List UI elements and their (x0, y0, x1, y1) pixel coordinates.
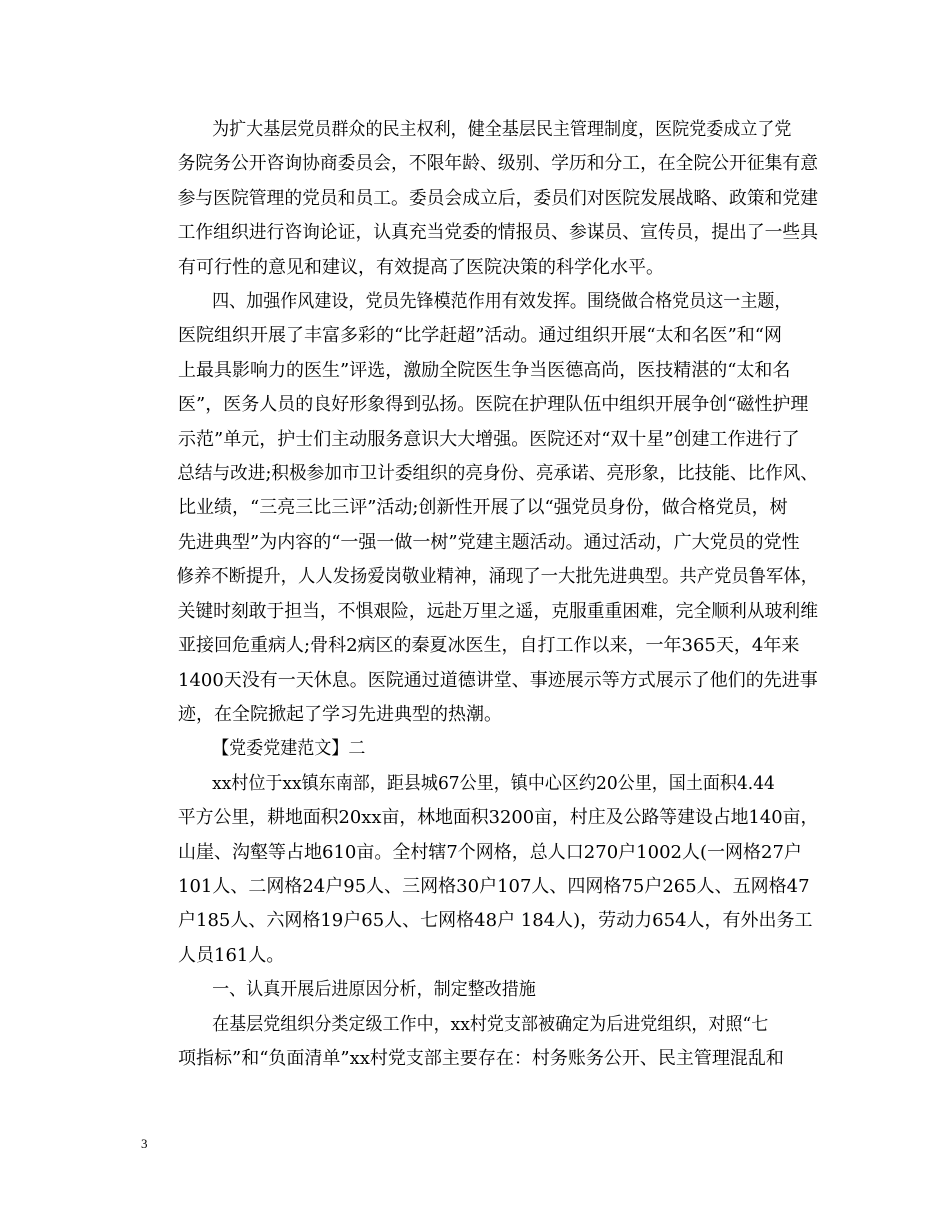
text-line: 在基层党组织分类定级工作中，xx村党支部被确定为后进党组织，对照“七 (212, 1013, 769, 1035)
text-line: 务院务公开咨询协商委员会，不限年龄、级别、学历和分工，在全院公开征集有意 (177, 153, 818, 175)
text-line: 平方公里，耕地面积20xx亩，林地面积3200亩，村庄及公路等建设占地140亩， (177, 807, 819, 829)
text-line: 项指标”和“负面清单”xx村党支部主要存在：村务账务公开、民主管理混乱和 (178, 1047, 784, 1069)
text-line: 为扩大基层党员群众的民主权利，健全基层民主管理制度，医院党委成立了党 (212, 119, 792, 140)
paragraph (142, 732, 818, 766)
text-line: 101人、二网格24户95人、三网格30户107人、四网格75户265人、五网格47 (178, 875, 810, 897)
body-text (142, 113, 818, 1076)
text-line: 总结与改进;积极参加市卫计委组织的亮身份、亮承诺、亮形象，比技能、比作风、 (177, 463, 819, 485)
text-line: 关键时刻敢于担当，不惧艰险，远赴万里之遥，克服重重困难，完全顺利从玻利维 (177, 600, 818, 622)
paragraph (142, 113, 818, 285)
text-line: 四、加强作风建设，党员先锋模范作用有效发挥。围绕做合格党员这一主题， (212, 291, 792, 313)
text-line: 先进典型”为内容的“一强一做一树”党建主题活动。通过活动，广大党员的党性 (178, 531, 800, 553)
text-line: xx村位于xx镇东南部，距县城67公里，镇中心区约20公里，国土面积4.44 (212, 772, 775, 794)
text-line: 工作组织进行咨询论证，认真充当党委的情报员、参谋员、宣传员，提出了一些具 (177, 222, 818, 244)
text-line: 【党委党建范文】二 (212, 738, 366, 760)
paragraph (142, 767, 818, 973)
text-line: 有可行性的意见和建议，有效提高了医院决策的科学化水平。 (178, 256, 664, 278)
text-line: 医”，医务人员的良好形象得到弘扬。医院在护理队伍中组织开展争创“磁性护理 (178, 394, 809, 416)
text-line: 示范”单元，护士们主动服务意识大大增强。医院还对“双十星”创建工作进行了 (178, 428, 800, 450)
text-line: 一、认真开展后进原因分析，制定整改措施 (212, 979, 536, 1001)
text-line: 户185人、六网格19户65人、七网格48户 184人)，劳动力654人，有外出务工 (178, 910, 813, 932)
text-line: 1400天没有一天休息。医院通过道德讲堂、事迹展示等方式展示了他们的先进事 (178, 669, 818, 691)
text-line: 上最具影响力的医生”评选，激励全院医生争当医德高尚，医技精湛的“太和名 (178, 359, 791, 381)
paragraph (142, 973, 818, 1007)
text-line: 亚接回危重病人;骨科2病区的秦夏冰医生，自打工作以来，一年365天，4年来 (178, 635, 800, 657)
text-line: 医院组织开展了丰富多彩的“比学赶超”活动。通过组织开展“太和名医”和“网 (178, 325, 783, 347)
page-number: 3 (141, 1136, 148, 1151)
text-line: 比业绩，“三亮三比三评”活动;创新性开展了以“强党员身份，做合格党员，树 (178, 497, 788, 519)
paragraph (142, 1008, 818, 1077)
text-line: 修养不断提升，人人发扬爱岗敬业精神，涌现了一大批先进典型。共产党员鲁军体， (176, 566, 819, 588)
text-line: 迹，在全院掀起了学习先进典型的热潮。 (178, 703, 502, 725)
text-line: 人员161人。 (178, 944, 285, 966)
text-line: 参与医院管理的党员和员工。委员会成立后，委员们对医院发展战略、政策和党建 (177, 187, 818, 209)
paragraph (142, 285, 818, 732)
text-line: 山崖、沟壑等占地610亩。全村辖7个网格，总人口270户1002人(一网格27户 (178, 841, 802, 863)
